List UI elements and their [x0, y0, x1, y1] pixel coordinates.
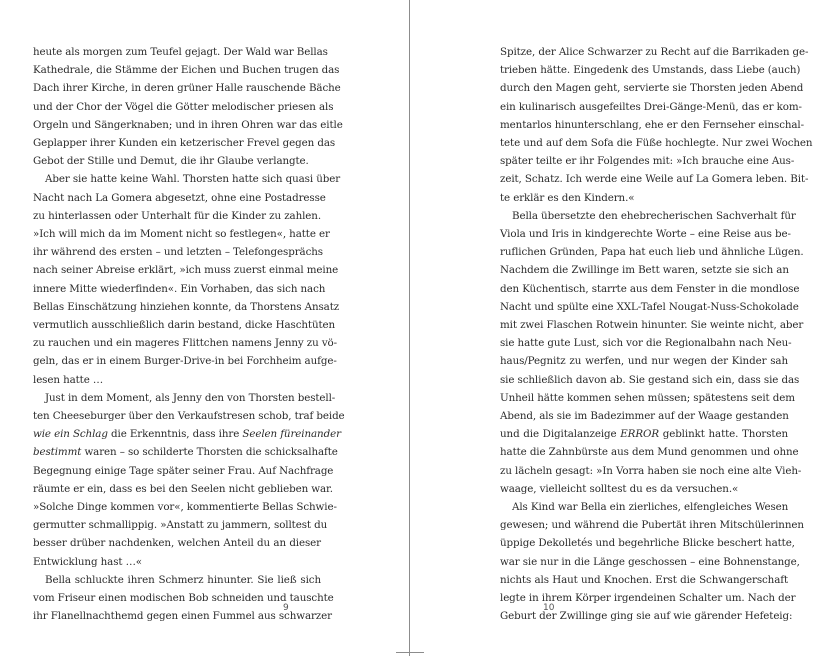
text-line: war sie nur in die Länge geschossen – eine Bohnenstange,: [500, 555, 800, 568]
text-line: legte in ihrem Körper irgendeinen Schalter um. Nach der: [500, 592, 796, 605]
text-line: und der Chor der Vögel die Götter melodischer priesen als: [33, 100, 334, 113]
text-line: haus/Pegnitz zu werfen, und nur wegen der Kinder sah: [500, 355, 788, 368]
text-line: Gebot der Stille und Demut, die ihr Glaube verlangte.: [33, 155, 309, 168]
text-line: zu hinterlassen oder Unterhalt für die Kinder zu zahlen.: [33, 209, 321, 222]
text-line: Geburt der Zwillinge ging sie auf wie gärender Hefeteig:: [500, 610, 793, 623]
text-line: hatte die Zahnbürste aus dem Mund genommen und ohne: [500, 446, 799, 459]
left-page-number: 9: [283, 603, 289, 613]
text-line: heute als morgen zum Teufel gejagt. Der Wald war Bellas: [33, 46, 328, 58]
text-line: Kathedrale, die Stämme der Eichen und Buchen trugen das: [33, 64, 340, 77]
text-line: Orgeln und Sängerknaben; und in ihren Ohren war das eitle: [33, 118, 343, 131]
text-line: »Solche Dinge kommen vor«, kommentierte Bellas Schwie-: [33, 501, 337, 514]
right-page-number: 10: [543, 603, 555, 613]
text-line: Entwicklung hast …«: [33, 555, 142, 568]
text-line: lesen hatte …: [33, 373, 104, 386]
book-gutter: [409, 0, 410, 656]
text-line: räumte er ein, dass es bei den Seelen nicht geblieben war.: [33, 482, 333, 495]
text-line: innere Mitte wiederfinden«. Ein Vorhaben, das sich nach: [33, 282, 326, 295]
text-line: trieben hätte. Eingedenk des Umstands, dass Liebe (auch): [500, 64, 801, 77]
text-line: Just in dem Moment, als Jenny den von Thorsten bestell-: [45, 391, 336, 404]
text-line: Nacht und spülte eine XXL-Tafel Nougat-Nuss-Schokolade: [500, 300, 799, 313]
text-line: geln, das er in einem Burger-Drive-in bei Forchheim aufge-: [33, 355, 337, 368]
text-line: ten Cheeseburger über den Verkaufstresen schob, traf beide: [33, 410, 345, 423]
text-line: zu lächeln gesagt: »In Vorra haben sie noch eine alte Vieh-: [500, 464, 802, 477]
text-line: vermutlich ausschließlich darin bestand, dicke Haschtüten: [33, 319, 336, 332]
text-line: Nachdem die Zwillinge im Bett waren, setzte sie sich an: [500, 264, 789, 277]
text-line: gewesen; und während die Pubertät ihren Mitschülerinnen: [500, 519, 804, 532]
text-line: Bella übersetzte den ehebrecherischen Sachverhalt für: [512, 209, 796, 222]
text-line: zu rauchen und ein mageres Flittchen namens Jenny zu vö-: [33, 337, 338, 350]
right-page-text: [500, 43, 813, 626]
text-line: Als Kind war Bella ein zierliches, elfengleiches Wesen: [512, 501, 789, 514]
text-line: Begegnung einige Tage später seiner Frau. Auf Nachfrage: [33, 464, 334, 477]
text-line: sie schließlich davon ab. Sie gestand sich ein, dass sie das: [500, 373, 800, 386]
text-line: mit zwei Flaschen Rotwein hinunter. Sie weinte nicht, aber: [500, 319, 804, 332]
left-page-text: [33, 43, 345, 626]
text-line: bestimmt waren – so schilderte Thorsten die schicksalhafte: [33, 446, 338, 459]
text-line: nach seiner Abreise erklärt, »ich muss zuerst einmal meine: [33, 264, 339, 277]
text-line: Viola und Iris in kindgerechte Worte – eine Reise aus be-: [500, 228, 791, 241]
text-line: mentarlos hinunterschlang, ehe er den Fernseher einschal-: [500, 118, 805, 131]
gutter-tick: [396, 652, 424, 653]
text-line: Nacht nach La Gomera abgesetzt, ohne eine Postadresse: [33, 191, 326, 204]
text-line: ruflichen Gründen, Papa hat euch lieb und ähnliche Lügen.: [500, 246, 804, 259]
text-line: Abend, als sie im Badezimmer auf der Waage gestanden: [500, 410, 789, 423]
text-line: sie hatte gute Lust, sich vor die Regionalbahn nach Neu-: [500, 337, 792, 350]
text-line: »Ich will mich da im Moment nicht so festlegen«, hatte er: [33, 228, 330, 241]
text-line: wie ein Schlag die Erkenntnis, dass ihre Seelen füreinander: [33, 428, 341, 441]
text-line: Spitze, der Alice Schwarzer zu Recht auf die Barrikaden ge-: [500, 46, 809, 58]
text-line: Unheil hätte kommen sehen müssen; spätestens seit dem: [500, 391, 795, 404]
text-line: nichts als Haut und Knochen. Erst die Schwangerschaft: [500, 573, 788, 586]
text-line: Dach ihrer Kirche, in deren grüner Halle rauschende Bäche: [33, 82, 341, 95]
text-line: germutter schmallippig. »Anstatt zu jammern, solltest du: [33, 519, 328, 532]
text-line: Geplapper ihrer Kunden ein ketzerischer Frevel gegen das: [33, 137, 336, 150]
text-line: te erklär es den Kindern.«: [500, 191, 635, 204]
text-line: ein kulinarisch ausgefeiltes Drei-Gänge-Menü, das er kom-: [500, 100, 802, 113]
text-line: vom Friseur einen modischen Bob schneiden und tauschte: [33, 592, 334, 605]
text-line: den Küchentisch, starrte aus dem Fenster in die mondlose: [500, 282, 800, 295]
text-line: Bella schluckte ihren Schmerz hinunter. Sie ließ sich: [45, 573, 321, 586]
text-line: besser drüber nachdenken, welchen Anteil du an dieser: [33, 537, 321, 550]
text-line: üppige Dekolletés und begehrliche Blicke beschert hatte,: [500, 537, 795, 550]
text-line: und die Digitalanzeige ERROR geblinkt hatte. Thorsten: [500, 428, 788, 441]
text-line: durch den Magen geht, servierte sie Thorsten jeden Abend: [500, 82, 804, 95]
text-line: waage, vielleicht solltest du es da versuchen.«: [500, 482, 739, 495]
text-line: ihr während des ersten – und letzten – Telefongesprächs: [33, 246, 323, 259]
text-line: tete und auf dem Sofa die Füße hochlegte. Nur zwei Wochen: [500, 137, 813, 150]
text-line: Aber sie hatte keine Wahl. Thorsten hatte sich quasi über: [45, 173, 341, 186]
text-line: zeit, Schatz. Ich werde eine Weile auf La Gomera leben. Bit-: [500, 173, 809, 186]
text-line: ihr Flanellnachthemd gegen einen Fummel aus schwarzer: [33, 610, 332, 623]
text-line: Bellas Einschätzung hinziehen konnte, da Thorstens Ansatz: [33, 300, 340, 313]
text-line: später teilte er ihr Folgendes mit: »Ich brauche eine Aus-: [500, 155, 795, 168]
